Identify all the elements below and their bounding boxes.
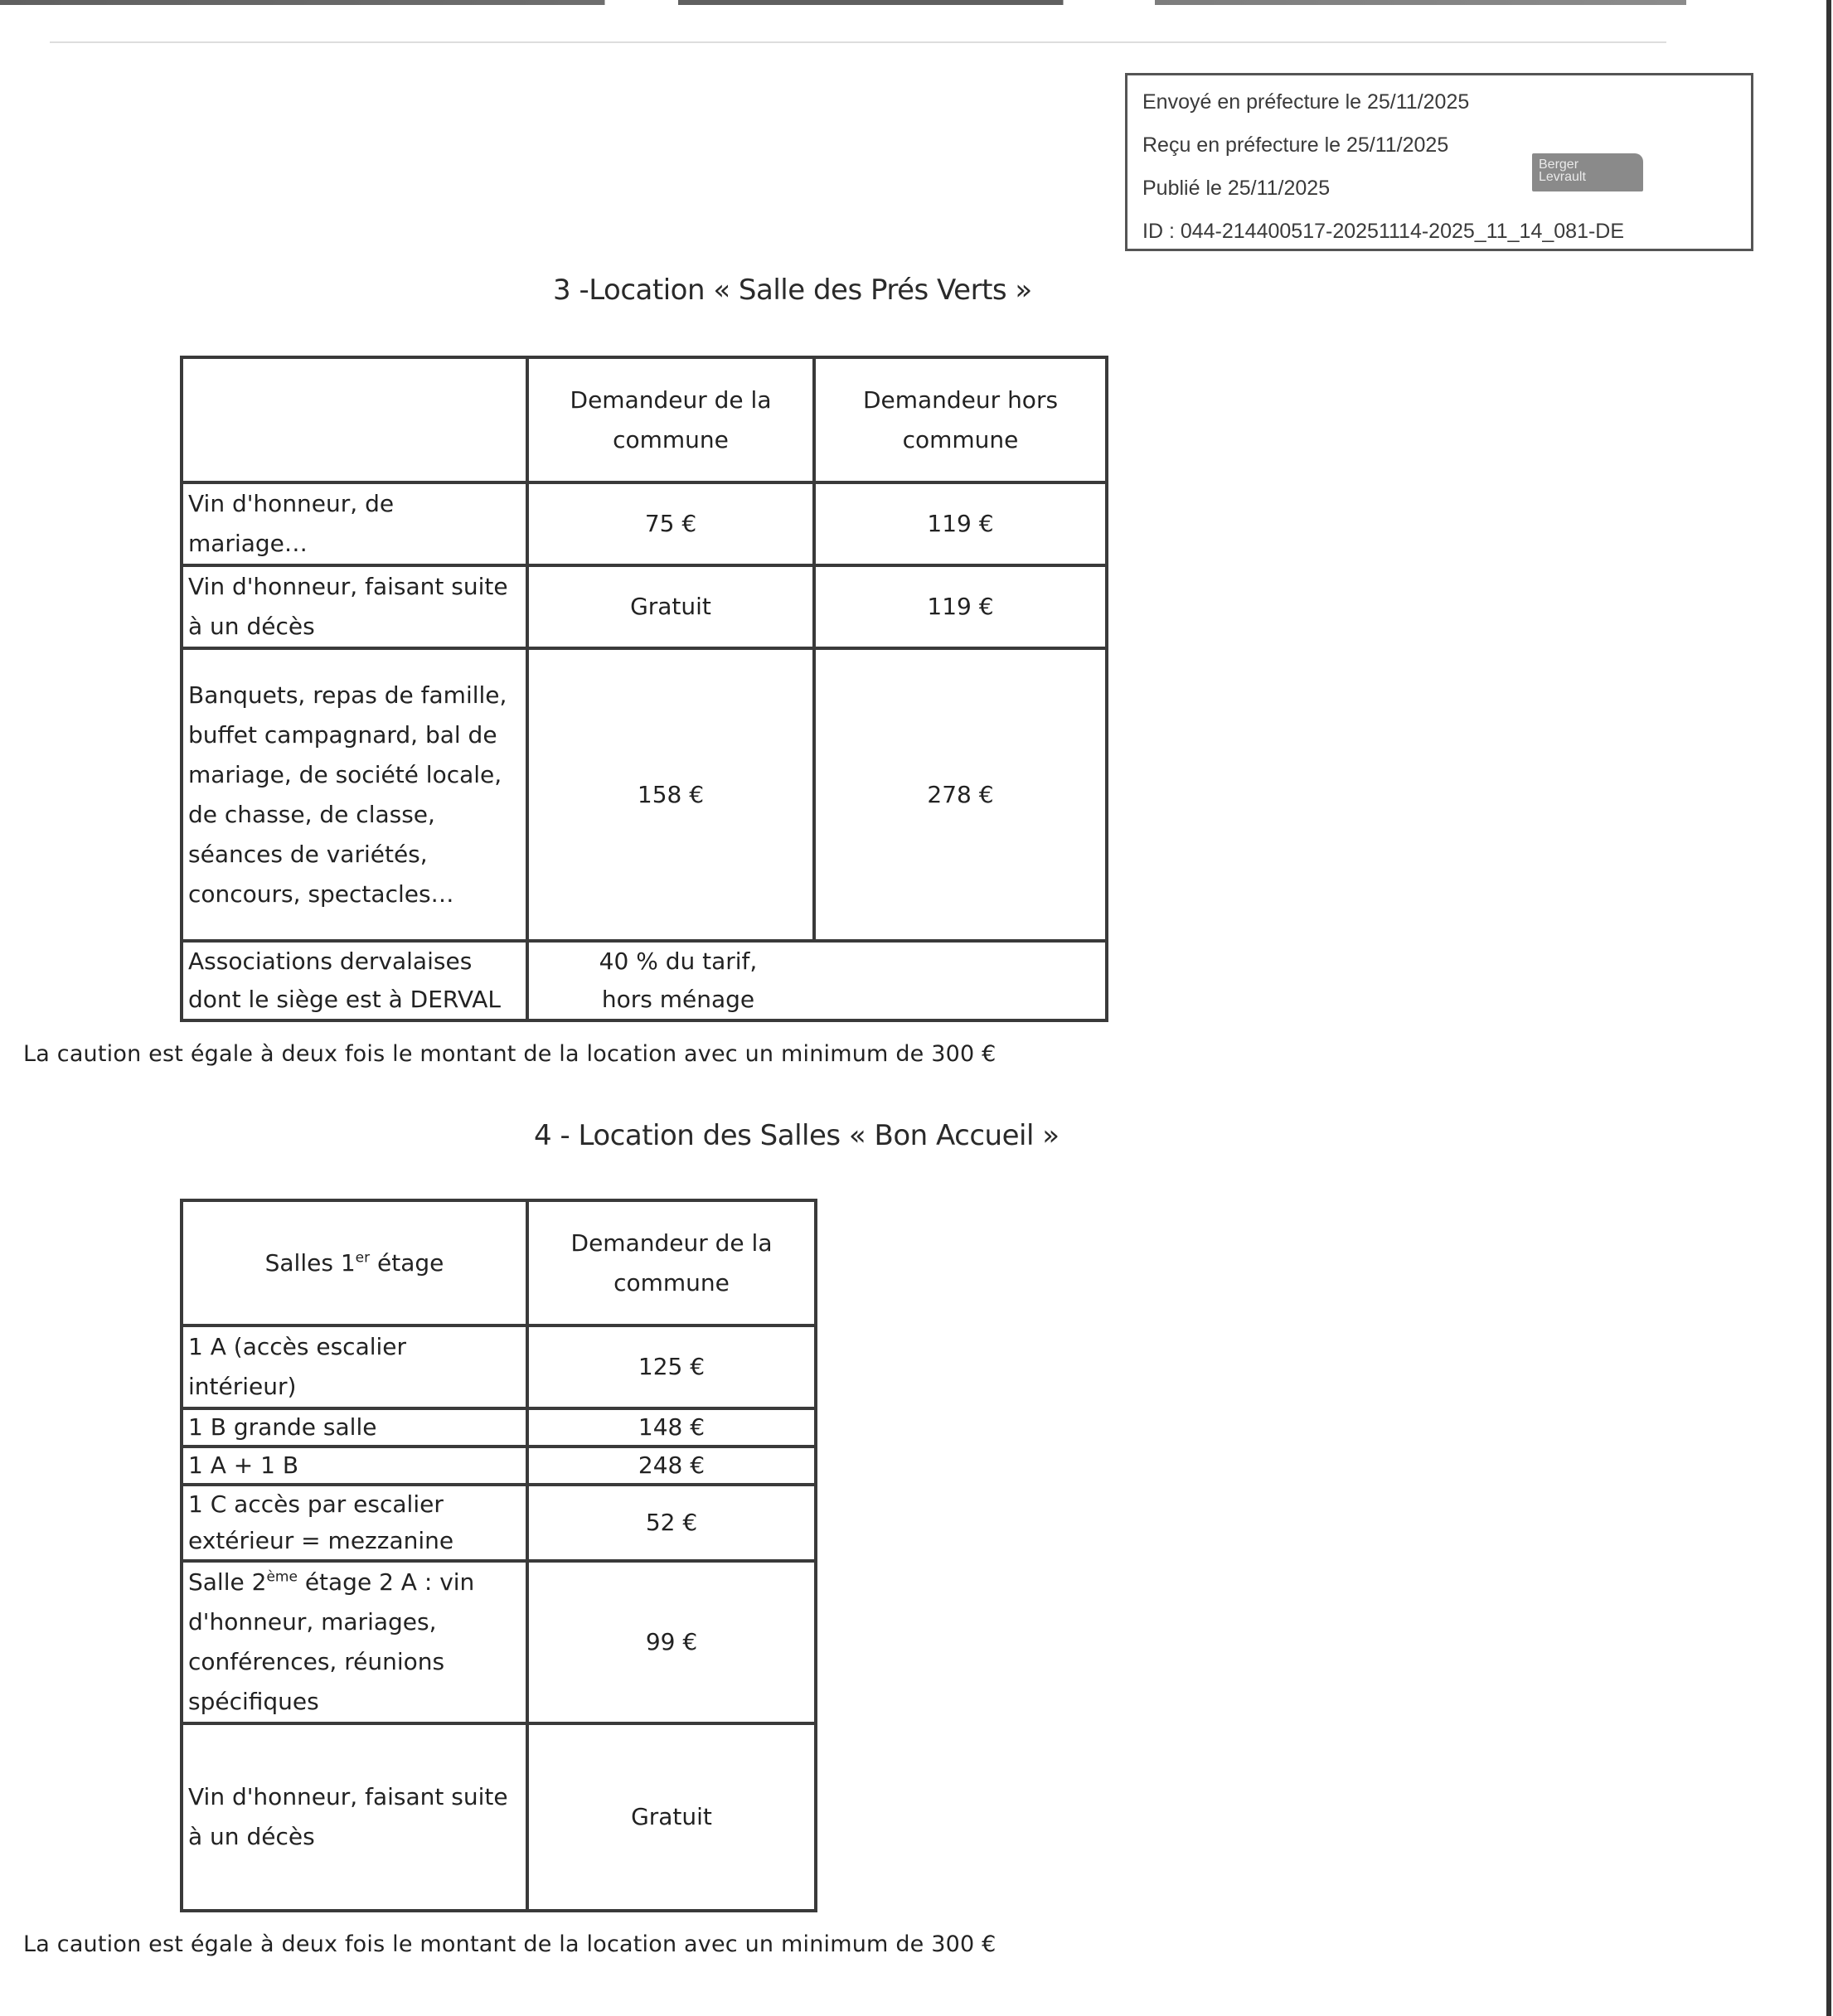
- row-label: Vin d'honneur, de mariage…: [182, 482, 527, 565]
- logo-line-1: Berger: [1539, 158, 1579, 172]
- header-text: Salles 1: [264, 1248, 356, 1277]
- table-pres-verts: [180, 356, 1108, 1022]
- row-label: Banquets, repas de famille, buffet campagnard, bal de mariage, de société locale, de chasse, de classe, séances de variétés, concours, spectacles…: [182, 648, 527, 941]
- table-row: [182, 1447, 816, 1485]
- table-bon-accueil: [180, 1199, 817, 1912]
- header-commune: Demandeur de la commune: [527, 1200, 816, 1325]
- price-commune: 75 €: [527, 482, 814, 565]
- stamp-sent: Envoyé en préfecture le 25/11/2025: [1142, 90, 1470, 114]
- section4-title: 4 - Location des Salles « Bon Accueil »: [534, 1119, 1060, 1152]
- table-row: [182, 648, 1107, 941]
- table-row: [182, 1561, 816, 1723]
- row-label: 1 A + 1 B: [182, 1447, 527, 1485]
- price-commune: 125 €: [527, 1325, 816, 1408]
- row-label: Vin d'honneur, faisant suite à un décès: [182, 1723, 527, 1911]
- price-commune: 158 €: [527, 648, 814, 941]
- header-sup: er: [355, 1249, 371, 1267]
- table-row: [182, 1485, 816, 1561]
- price-hors-commune: 278 €: [814, 648, 1107, 941]
- table-row: [182, 565, 1107, 648]
- scan-edge-right: [1826, 0, 1831, 2016]
- table-row: [182, 1408, 816, 1447]
- row-label-text: Salle 2: [188, 1568, 267, 1596]
- price-hors-commune: 119 €: [814, 482, 1107, 565]
- row-label-sup: ème: [266, 1568, 298, 1586]
- header-text-suffix: étage: [370, 1248, 444, 1277]
- stamp-id: ID : 044-214400517-20251114-2025_11_14_081-DE: [1142, 220, 1625, 243]
- price-commune: 248 €: [527, 1447, 816, 1485]
- header-salles-1er-etage: [182, 1200, 527, 1325]
- row-label: 1 A (accès escalier intérieur): [182, 1325, 527, 1408]
- table-header-row: [182, 1200, 816, 1325]
- price-associations: [527, 941, 1107, 1020]
- price-commune: Gratuit: [527, 1723, 816, 1911]
- stamp-received: Reçu en préfecture le 25/11/2025: [1142, 133, 1449, 157]
- row-label: Vin d'honneur, faisant suite à un décès: [182, 565, 527, 648]
- table-row: [182, 482, 1107, 565]
- section3-deposit-note: La caution est égale à deux fois le montant de la location avec un minimum de 300 €: [23, 1041, 997, 1067]
- price-commune: Gratuit: [527, 565, 814, 648]
- row-label: 1 B grande salle: [182, 1408, 527, 1447]
- section3-title: 3 -Location « Salle des Prés Verts »: [553, 274, 1032, 307]
- price-associations-text: 40 % du tarif, hors ménage: [599, 947, 758, 1013]
- row-label: Associations dervalaises dont le siège est à DERVAL: [182, 941, 527, 1020]
- header-commune: Demandeur de la commune: [527, 357, 814, 482]
- prefecture-stamp: [1125, 73, 1753, 251]
- section4-deposit-note: La caution est égale à deux fois le montant de la location avec un minimum de 300 €: [23, 1931, 997, 1957]
- berger-levrault-logo: [1532, 153, 1643, 191]
- table-row: [182, 1325, 816, 1408]
- table-row: [182, 1723, 816, 1911]
- row-label: 1 C accès par escalier extérieur = mezzanine: [182, 1485, 527, 1561]
- price-commune: 99 €: [527, 1561, 816, 1723]
- row-label-suffix: étage 2 A : vin d'honneur, mariages, conférences, réunions spécifiques: [188, 1568, 475, 1715]
- price-hors-commune: 119 €: [814, 565, 1107, 648]
- scan-artifact-line: [50, 41, 1666, 43]
- row-label: [182, 1561, 527, 1723]
- logo-line-2: Levrault: [1539, 170, 1586, 184]
- price-commune: 148 €: [527, 1408, 816, 1447]
- header-empty: [182, 357, 527, 482]
- header-hors-commune: Demandeur hors commune: [814, 357, 1107, 482]
- table-row: [182, 941, 1107, 1020]
- scan-edge-top: [0, 0, 1833, 5]
- price-commune: 52 €: [527, 1485, 816, 1561]
- table-header-row: [182, 357, 1107, 482]
- stamp-published: Publié le 25/11/2025: [1142, 177, 1331, 200]
